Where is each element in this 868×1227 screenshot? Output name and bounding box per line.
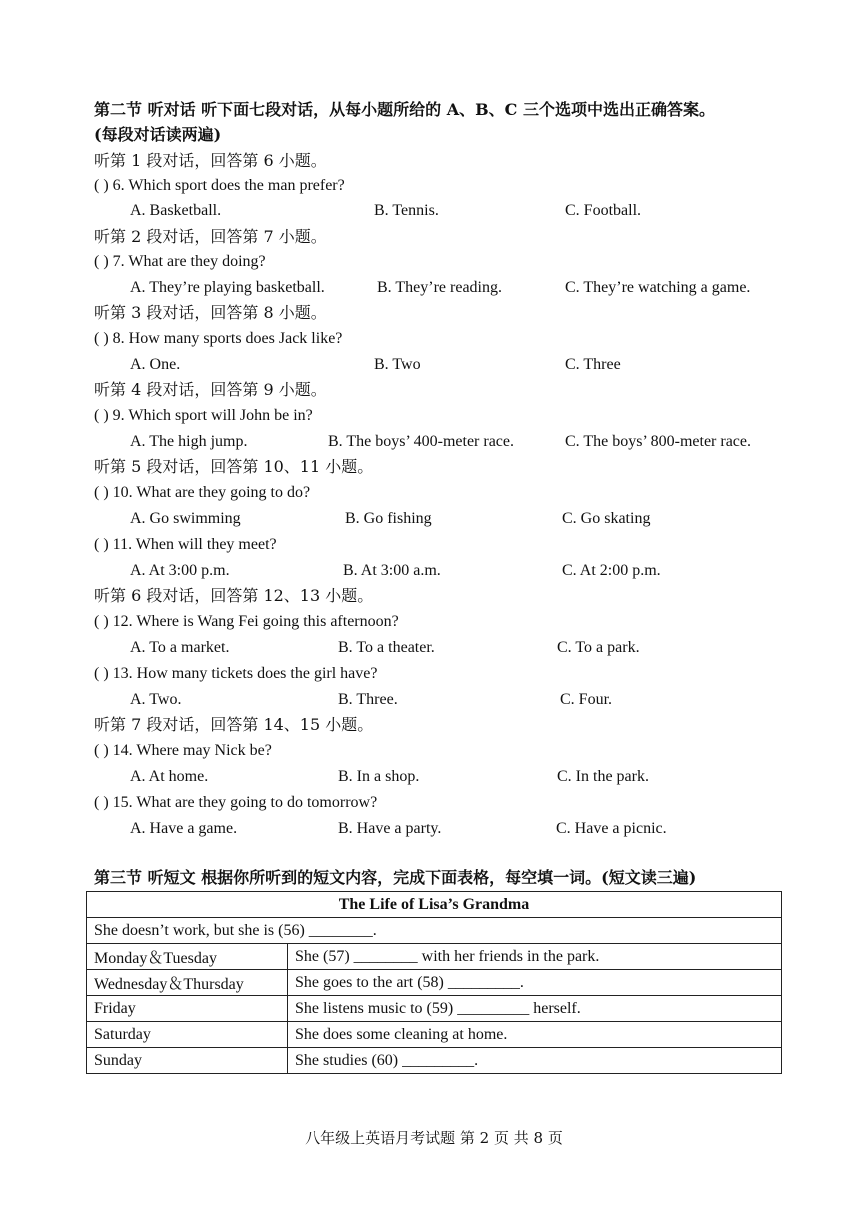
dialogue-6-intro: 听第 6 段对话，回答第 12、13 小题。	[94, 586, 374, 605]
question-6-stem: ( ) 6. Which sport does the man prefer?	[94, 177, 345, 194]
question-14-option-b: B. In a shop.	[338, 768, 420, 785]
question-10-stem: ( ) 10. What are they going to do?	[94, 484, 311, 501]
question-8-option-a: A. One.	[130, 356, 181, 373]
table-intro-row	[87, 918, 782, 944]
question-9-option-c: C. The boys’ 800-meter race.	[565, 433, 752, 450]
question-9-option-a: A. The high jump.	[130, 433, 248, 450]
activity-cell: She does some cleaning at home.	[288, 1022, 782, 1048]
question-15-option-b: B. Have a party.	[338, 820, 442, 837]
question-13-stem: ( ) 13. How many tickets does the girl have?	[94, 665, 378, 682]
dialogue-3-intro: 听第 3 段对话，回答第 8 小题。	[94, 303, 327, 322]
question-15-option-c: C. Have a picnic.	[556, 820, 667, 837]
question-14-option-c: C. In the park.	[557, 768, 649, 785]
question-6-option-b: B. Tennis.	[374, 202, 439, 219]
question-12-option-c: C. To a park.	[557, 639, 640, 656]
question-8-stem: ( ) 8. How many sports does Jack like?	[94, 330, 343, 347]
question-7-stem: ( ) 7. What are they doing?	[94, 253, 266, 270]
question-15-option-a: A. Have a game.	[130, 820, 238, 837]
question-12-option-a: A. To a market.	[130, 639, 230, 656]
question-11-option-a: A. At 3:00 p.m.	[130, 562, 230, 579]
question-12-stem: ( ) 12. Where is Wang Fei going this afternoon?	[94, 613, 399, 630]
section3-heading: 第三节 听短文 根据你所听到的短文内容，完成下面表格，每空填一词。(短文读三遍)	[94, 868, 697, 887]
dialogue-5-intro: 听第 5 段对话，回答第 10、11 小题。	[94, 457, 374, 476]
question-13-option-a: A. Two.	[130, 691, 182, 708]
question-12-option-b: B. To a theater.	[338, 639, 435, 656]
activity-cell: She goes to the art (58) _________.	[288, 970, 782, 996]
question-7-option-c: C. They’re watching a game.	[565, 279, 751, 296]
question-9-stem: ( ) 9. Which sport will John be in?	[94, 407, 313, 424]
question-10-option-a: A. Go swimming	[130, 510, 241, 527]
table-intro-cell: She doesn’t work, but she is (56) ________.	[87, 918, 782, 944]
question-13-option-c: C. Four.	[560, 691, 613, 708]
page-footer: 八年级上英语月考试题 第 2 页 共 8 页	[305, 1129, 563, 1147]
dialogue-7-intro: 听第 7 段对话，回答第 14、15 小题。	[94, 715, 374, 734]
activity-cell: She listens music to (59) _________ herself.	[288, 996, 782, 1022]
question-11-option-b: B. At 3:00 a.m.	[343, 562, 441, 579]
day-cell: Wednesday＆Thursday	[87, 970, 288, 996]
question-6-option-c: C. Football.	[565, 202, 642, 219]
day-cell: Saturday	[87, 1022, 288, 1048]
lisa-grandma-table	[86, 891, 782, 1074]
question-8-option-c: C. Three	[565, 356, 621, 373]
dialogue-1-intro: 听第 1 段对话，回答第 6 小题。	[94, 151, 327, 170]
table-row	[87, 1048, 782, 1074]
question-13-option-b: B. Three.	[338, 691, 398, 708]
question-15-stem: ( ) 15. What are they going to do tomorrow?	[94, 794, 378, 811]
table-row	[87, 970, 782, 996]
question-9-option-b: B. The boys’ 400-meter race.	[328, 433, 515, 450]
table-row	[87, 996, 782, 1022]
question-11-stem: ( ) 11. When will they meet?	[94, 536, 277, 553]
table-row	[87, 1022, 782, 1048]
question-14-stem: ( ) 14. Where may Nick be?	[94, 742, 272, 759]
activity-cell: She studies (60) _________.	[288, 1048, 782, 1074]
table-title-row	[87, 892, 782, 918]
dialogue-2-intro: 听第 2 段对话，回答第 7 小题。	[94, 227, 327, 246]
question-7-option-b: B. They’re reading.	[377, 279, 502, 296]
question-6-option-a: A. Basketball.	[130, 202, 222, 219]
table-row	[87, 944, 782, 970]
question-14-option-a: A. At home.	[130, 768, 209, 785]
table-title: The Life of Lisa’s Grandma	[87, 892, 782, 918]
question-8-option-b: B. Two	[374, 356, 421, 373]
activity-cell: She (57) ________ with her friends in the park.	[288, 944, 782, 970]
day-cell: Friday	[87, 996, 288, 1022]
section2-heading-note: (每段对话读两遍)	[94, 125, 222, 144]
question-7-option-a: A. They’re playing basketball.	[130, 279, 325, 296]
dialogue-4-intro: 听第 4 段对话，回答第 9 小题。	[94, 380, 327, 399]
question-11-option-c: C. At 2:00 p.m.	[562, 562, 661, 579]
question-10-option-c: C. Go skating	[562, 510, 651, 527]
day-cell: Sunday	[87, 1048, 288, 1074]
section2-heading: 第二节 听对话 听下面七段对话，从每小题所给的 A、B、C 三个选项中选出正确答案。	[94, 100, 715, 119]
question-10-option-b: B. Go fishing	[345, 510, 432, 527]
day-cell: Monday＆Tuesday	[87, 944, 288, 970]
